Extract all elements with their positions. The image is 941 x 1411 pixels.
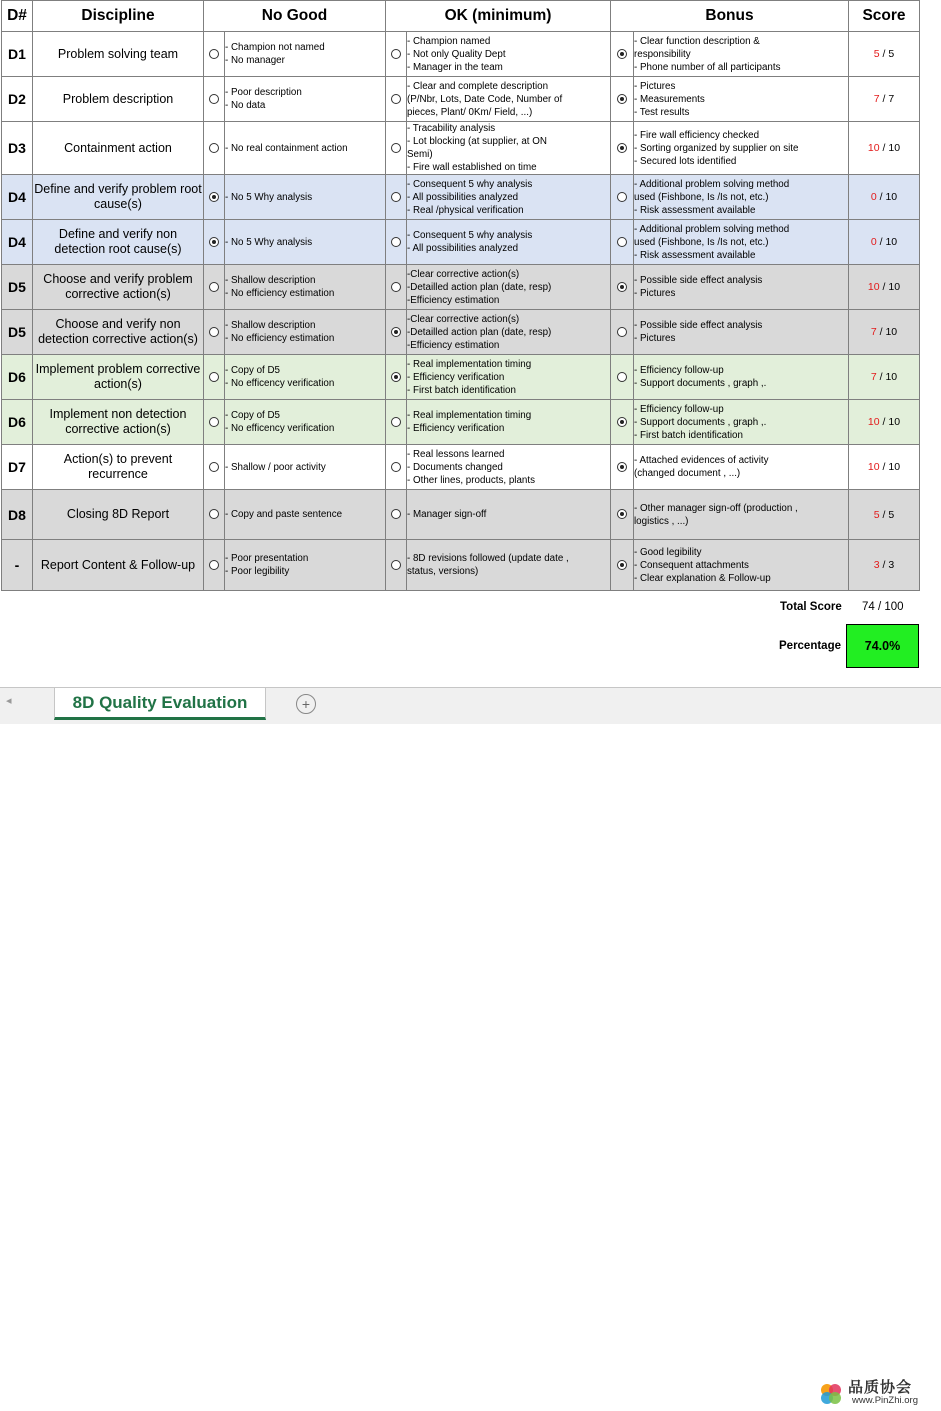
percentage-label: Percentage [779, 640, 842, 652]
ok-criteria[interactable]: - Manager sign-off [407, 490, 611, 540]
discipline-id[interactable]: D2 [2, 77, 33, 122]
scroll-left-icon[interactable]: ◂ [6, 695, 12, 707]
no-good-criteria[interactable]: - No 5 Why analysis [225, 175, 386, 220]
no-good-criteria[interactable]: - Poor presentation - Poor legibility [225, 540, 386, 591]
discipline-name[interactable]: Report Content & Follow-up [33, 540, 204, 591]
radio-cell-nogood[interactable] [204, 445, 225, 490]
score-obtained: 0 [870, 191, 877, 203]
no-good-criteria[interactable]: - Shallow description - No efficiency estimation [225, 265, 386, 310]
radio-empty-icon[interactable] [209, 372, 219, 382]
score-cell[interactable] [849, 265, 920, 310]
score-max: 10 [885, 191, 898, 203]
table-row [2, 122, 920, 175]
ok-criteria[interactable]: - Real implementation timing - Efficiency verification - First batch identification [407, 355, 611, 400]
sheet-tab-8d-quality-evaluation[interactable]: 8D Quality Evaluation [54, 688, 266, 720]
bonus-criteria[interactable]: - Other manager sign-off (production , logistics , ...) [634, 490, 849, 540]
radio-cell-nogood[interactable] [204, 32, 225, 77]
radio-cell-bonus[interactable] [611, 122, 634, 175]
radio-selected-icon[interactable] [391, 327, 401, 337]
radio-cell-nogood[interactable] [204, 310, 225, 355]
radio-cell-nogood[interactable] [204, 540, 225, 591]
radio-selected-icon[interactable] [209, 237, 219, 247]
ok-criteria[interactable]: - Consequent 5 why analysis - All possibilities analyzed - Real /physical verification [407, 175, 611, 220]
table-row [2, 445, 920, 490]
score-obtained: 3 [873, 559, 880, 571]
header-no-good[interactable]: No Good [204, 1, 386, 32]
radio-cell-bonus[interactable] [611, 77, 634, 122]
ok-criteria[interactable]: - 8D revisions followed (update date , status, versions) [407, 540, 611, 591]
add-sheet-icon[interactable]: + [296, 694, 316, 714]
radio-cell-nogood[interactable] [204, 355, 225, 400]
radio-cell-nogood[interactable] [204, 77, 225, 122]
radio-empty-icon[interactable] [617, 192, 627, 202]
radio-empty-icon[interactable] [617, 327, 627, 337]
score-separator: / [879, 142, 889, 154]
bonus-criteria[interactable]: - Fire wall efficiency checked - Sorting organized by supplier on site - Secured lots identified [634, 122, 849, 175]
discipline-name[interactable]: Problem solving team [33, 32, 204, 77]
no-good-criteria[interactable]: - Poor description - No data [225, 77, 386, 122]
watermark-title: 品质协会 [848, 1379, 913, 1396]
radio-selected-icon[interactable] [617, 49, 627, 59]
score-obtained: 7 [870, 371, 877, 383]
no-good-criteria[interactable]: - Champion not named - No manager [225, 32, 386, 77]
ok-criteria[interactable]: -Clear corrective action(s) -Detailled action plan (date, resp) -Efficiency estimation [407, 265, 611, 310]
score-max: 10 [885, 326, 898, 338]
radio-cell-ok[interactable] [386, 175, 407, 220]
radio-cell-ok[interactable] [386, 400, 407, 445]
table-row [2, 265, 920, 310]
discipline-id[interactable]: D3 [2, 122, 33, 175]
radio-empty-icon[interactable] [209, 560, 219, 570]
score-cell[interactable] [849, 32, 920, 77]
discipline-id[interactable]: D5 [2, 310, 33, 355]
discipline-id[interactable]: - [2, 540, 33, 591]
discipline-name[interactable]: Define and verify non detection root cause(s) [33, 220, 204, 265]
discipline-id[interactable]: D1 [2, 32, 33, 77]
total-score-value[interactable]: 74 / 100 [862, 601, 904, 613]
total-score-label: Total Score [780, 601, 842, 613]
radio-cell-nogood[interactable] [204, 265, 225, 310]
discipline-name[interactable]: Problem description [33, 77, 204, 122]
bonus-criteria[interactable]: - Additional problem solving method used (Fishbone, Is /Is not, etc.) - Risk assessment available [634, 220, 849, 265]
radio-selected-icon[interactable] [617, 462, 627, 472]
score-max: 10 [888, 461, 901, 473]
score-separator: / [879, 48, 889, 60]
ok-criteria[interactable]: -Clear corrective action(s) -Detailled action plan (date, resp) -Efficiency estimation [407, 310, 611, 355]
score-separator: / [879, 461, 889, 473]
score-obtained: 7 [870, 326, 877, 338]
radio-cell-bonus[interactable] [611, 265, 634, 310]
radio-selected-icon[interactable] [209, 192, 219, 202]
radio-empty-icon[interactable] [209, 509, 219, 519]
radio-cell-ok[interactable] [386, 220, 407, 265]
radio-selected-icon[interactable] [617, 560, 627, 570]
header-bonus[interactable]: Bonus [611, 1, 849, 32]
score-obtained: 10 [867, 142, 880, 154]
table-row [2, 310, 920, 355]
radio-cell-bonus[interactable] [611, 220, 634, 265]
header-score[interactable]: Score [849, 1, 920, 32]
radio-cell-bonus[interactable] [611, 490, 634, 540]
radio-empty-icon[interactable] [391, 560, 401, 570]
score-obtained: 10 [867, 461, 880, 473]
discipline-name[interactable]: Implement problem corrective action(s) [33, 355, 204, 400]
discipline-name[interactable]: Implement non detection corrective action(s) [33, 400, 204, 445]
table-row [2, 540, 920, 591]
radio-cell-bonus[interactable] [611, 32, 634, 77]
percentage-value[interactable]: 74.0% [846, 624, 919, 668]
sheet-tab-bar [0, 687, 941, 1406]
radio-cell-ok[interactable] [386, 122, 407, 175]
evaluation-rows [2, 32, 920, 591]
discipline-id[interactable]: D8 [2, 490, 33, 540]
score-cell[interactable] [849, 122, 920, 175]
bonus-criteria[interactable]: - Efficiency follow-up - Support documents , graph ,. - First batch identification [634, 400, 849, 445]
score-obtained: 5 [873, 48, 880, 60]
discipline-name[interactable]: Closing 8D Report [33, 490, 204, 540]
radio-empty-icon[interactable] [209, 417, 219, 427]
table-row [2, 355, 920, 400]
bonus-criteria[interactable]: - Clear function description & responsibility - Phone number of all participants [634, 32, 849, 77]
radio-cell-ok[interactable] [386, 490, 407, 540]
radio-empty-icon[interactable] [391, 237, 401, 247]
header-id[interactable]: D# [2, 1, 33, 32]
watermark [818, 1375, 941, 1411]
no-good-criteria[interactable]: - No 5 Why analysis [225, 220, 386, 265]
radio-empty-icon[interactable] [391, 509, 401, 519]
score-separator: / [876, 371, 886, 383]
radio-empty-icon[interactable] [391, 282, 401, 292]
radio-selected-icon[interactable] [617, 509, 627, 519]
ok-criteria[interactable]: - Real lessons learned - Documents changed - Other lines, products, plants [407, 445, 611, 490]
score-separator: / [879, 93, 889, 105]
radio-selected-icon[interactable] [617, 282, 627, 292]
score-cell[interactable] [849, 400, 920, 445]
score-cell[interactable] [849, 77, 920, 122]
score-separator: / [879, 508, 889, 521]
score-max: 5 [888, 48, 895, 60]
ok-criteria[interactable]: - Clear and complete description (P/Nbr, Lots, Date Code, Number of pieces, Plant/ 0Km/ Field, ...) [407, 77, 611, 122]
evaluation-table [1, 0, 920, 591]
score-cell[interactable] [849, 445, 920, 490]
radio-cell-bonus[interactable] [611, 445, 634, 490]
no-good-criteria[interactable]: - Copy of D5 - No efficency verification [225, 355, 386, 400]
radio-empty-icon[interactable] [391, 462, 401, 472]
ok-criteria[interactable]: - Tracability analysis - Lot blocking (at supplier, at ON Semi) - Fire wall established on time [407, 122, 611, 175]
header-discipline[interactable]: Discipline [33, 1, 204, 32]
ok-criteria[interactable]: - Consequent 5 why analysis - All possibilities analyzed [407, 220, 611, 265]
score-cell[interactable] [849, 490, 920, 540]
pinzhi-logo-icon [818, 1381, 844, 1407]
radio-cell-bonus[interactable] [611, 400, 634, 445]
radio-empty-icon[interactable] [209, 94, 219, 104]
score-separator: / [876, 191, 886, 203]
radio-empty-icon[interactable] [391, 143, 401, 153]
table-row [2, 175, 920, 220]
score-cell[interactable] [849, 355, 920, 400]
bonus-criteria[interactable]: - Possible side effect analysis - Pictures [634, 310, 849, 355]
discipline-id[interactable]: D4 [2, 220, 33, 265]
radio-cell-ok[interactable] [386, 77, 407, 122]
no-good-criteria[interactable]: - Shallow / poor activity [225, 445, 386, 490]
score-separator: / [876, 326, 886, 338]
radio-cell-ok[interactable] [386, 540, 407, 591]
radio-selected-icon[interactable] [617, 417, 627, 427]
score-separator: / [879, 281, 889, 293]
radio-empty-icon[interactable] [209, 143, 219, 153]
discipline-name[interactable]: Choose and verify problem corrective action(s) [33, 265, 204, 310]
radio-cell-bonus[interactable] [611, 175, 634, 220]
radio-cell-bonus[interactable] [611, 540, 634, 591]
discipline-id[interactable]: D5 [2, 265, 33, 310]
radio-empty-icon[interactable] [617, 237, 627, 247]
score-obtained: 7 [873, 93, 880, 105]
header-ok[interactable]: OK (minimum) [386, 1, 611, 32]
table-row [2, 490, 920, 540]
score-max: 10 [885, 371, 898, 383]
score-cell[interactable] [849, 175, 920, 220]
bonus-criteria[interactable]: - Possible side effect analysis - Pictures [634, 265, 849, 310]
radio-empty-icon[interactable] [391, 49, 401, 59]
score-separator: / [879, 559, 889, 571]
radio-empty-icon[interactable] [617, 372, 627, 382]
table-row [2, 32, 920, 77]
bonus-criteria[interactable]: - Additional problem solving method used (Fishbone, Is /Is not, etc.) - Risk assessment available [634, 175, 849, 220]
radio-cell-nogood[interactable] [204, 400, 225, 445]
radio-empty-icon[interactable] [391, 192, 401, 202]
score-max: 10 [885, 236, 898, 248]
discipline-id[interactable]: D7 [2, 445, 33, 490]
spreadsheet-sheet[interactable] [0, 0, 941, 690]
radio-selected-icon[interactable] [617, 94, 627, 104]
score-obtained: 0 [870, 236, 877, 248]
radio-empty-icon[interactable] [209, 462, 219, 472]
discipline-id[interactable]: D6 [2, 400, 33, 445]
radio-cell-nogood[interactable] [204, 220, 225, 265]
discipline-name[interactable]: Define and verify problem root cause(s) [33, 175, 204, 220]
radio-cell-nogood[interactable] [204, 175, 225, 220]
no-good-criteria[interactable]: - Shallow description - No efficiency estimation [225, 310, 386, 355]
radio-empty-icon[interactable] [209, 49, 219, 59]
score-max: 10 [888, 281, 901, 293]
ok-criteria[interactable]: - Champion named - Not only Quality Dept - Manager in the team [407, 32, 611, 77]
discipline-name[interactable]: Action(s) to prevent recurrence [33, 445, 204, 490]
no-good-criteria[interactable]: - Copy of D5 - No efficency verification [225, 400, 386, 445]
header-row [2, 1, 920, 32]
table-row [2, 400, 920, 445]
score-cell[interactable] [849, 310, 920, 355]
radio-cell-ok[interactable] [386, 265, 407, 310]
score-max: 10 [888, 416, 901, 428]
bonus-criteria[interactable]: - Pictures - Measurements - Test results [634, 77, 849, 122]
radio-cell-ok[interactable] [386, 355, 407, 400]
no-good-criteria[interactable]: - No real containment action [225, 122, 386, 175]
radio-cell-ok[interactable] [386, 32, 407, 77]
discipline-id[interactable]: D4 [2, 175, 33, 220]
table-row [2, 220, 920, 265]
score-max: 3 [888, 559, 895, 571]
watermark-url: www.PinZhi.org [852, 1395, 918, 1406]
radio-cell-bonus[interactable] [611, 310, 634, 355]
discipline-name[interactable]: Containment action [33, 122, 204, 175]
table-row [2, 77, 920, 122]
radio-cell-bonus[interactable] [611, 355, 634, 400]
score-obtained: 10 [867, 416, 880, 428]
radio-selected-icon[interactable] [617, 143, 627, 153]
score-max: 10 [888, 142, 901, 154]
radio-selected-icon[interactable] [391, 372, 401, 382]
radio-empty-icon[interactable] [391, 417, 401, 427]
radio-cell-ok[interactable] [386, 310, 407, 355]
bonus-criteria[interactable]: - Good legibility - Consequent attachments - Clear explanation & Follow-up [634, 540, 849, 591]
no-good-criteria[interactable]: - Copy and paste sentence [225, 490, 386, 540]
radio-empty-icon[interactable] [209, 327, 219, 337]
score-separator: / [876, 236, 886, 248]
discipline-name[interactable]: Choose and verify non detection corrective action(s) [33, 310, 204, 355]
radio-cell-ok[interactable] [386, 445, 407, 490]
bonus-criteria[interactable]: - Efficiency follow-up - Support documents , graph ,. [634, 355, 849, 400]
score-cell[interactable] [849, 540, 920, 591]
radio-cell-nogood[interactable] [204, 490, 225, 540]
score-obtained: 5 [873, 508, 880, 521]
radio-empty-icon[interactable] [391, 94, 401, 104]
ok-criteria[interactable]: - Real implementation timing - Efficiency verification [407, 400, 611, 445]
score-obtained: 10 [867, 281, 880, 293]
radio-empty-icon[interactable] [209, 282, 219, 292]
radio-cell-nogood[interactable] [204, 122, 225, 175]
score-cell[interactable] [849, 220, 920, 265]
score-max: 5 [888, 508, 895, 521]
bonus-criteria[interactable]: - Attached evidences of activity (changed document , ...) [634, 445, 849, 490]
discipline-id[interactable]: D6 [2, 355, 33, 400]
score-max: 7 [888, 93, 895, 105]
score-separator: / [879, 416, 889, 428]
